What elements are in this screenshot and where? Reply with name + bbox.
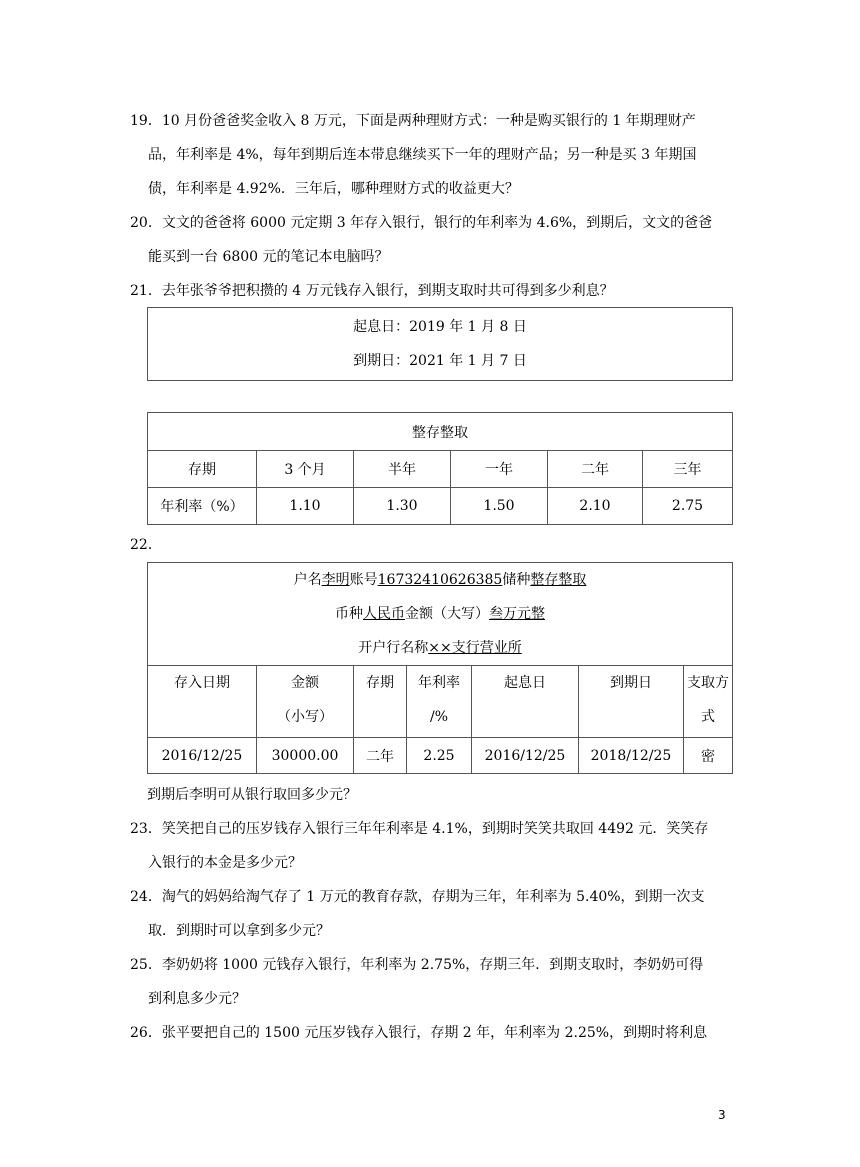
table-cell: 一年 [451,451,548,488]
question-21 [130,274,735,308]
question-text: 债，年利率是 4.92%．三年后，哪种理财方式的收益更大？ [148,181,519,197]
table-cell: 2.75 [643,488,733,525]
table-row [148,666,733,738]
table-cell: 存期 [148,451,257,488]
table-row [148,451,733,488]
rate-table [147,412,733,525]
question-text: 品，年利率是 4%，每年到期后连本带息继续买下一年的理财产品；另一种是买 3 年期国 [148,147,697,163]
question-25 [130,948,735,1016]
question-text: 到期后李明可从银行取回多少元？ [147,787,357,803]
table-cell: 支取方 式 [684,666,733,738]
question-19 [130,104,735,206]
table-cell: 2018/12/25 [579,738,684,774]
table-cell: 起息日 [472,666,579,738]
question-text: 李奶奶将 1000 元钱存入银行，年利率为 2.75%，存期三年．到期支取时，李奶奶可得 [161,957,704,973]
rate-table-title: 整存整取 [148,413,733,451]
question-24 [130,880,735,948]
table-cell: 二年 [354,738,407,774]
deposit-date-box [147,307,733,381]
start-date: 起息日：2019 年 1 月 8 日 [353,319,527,335]
table-cell: 30000.00 [257,738,354,774]
table-cell: 金额 （小写） [257,666,354,738]
question-number: 23． [130,821,162,837]
deposit-slip-header: 户名李明账号16732410626385储种整存整取 币种人民币金额（大写）叁万元整 开户行名称××支行营业所 [148,563,733,666]
question-text: 笑笑把自己的压岁钱存入银行三年年利率是 4.1%，到期时笑笑共取回 4492 元．笑笑存 [161,821,709,837]
table-cell: 2.25 [407,738,472,774]
table-cell: 存期 [354,666,407,738]
question-text: 能买到一台 6800 元的笔记本电脑吗？ [148,249,389,265]
question-number: 26． [130,1025,162,1041]
table-cell: 存入日期 [148,666,257,738]
question-text: 去年张爷爷把积攒的 4 万元钱存入银行，到期支取时共可得到多少利息？ [161,283,614,299]
end-date: 到期日：2021 年 1 月 7 日 [353,353,527,369]
table-row [148,738,733,774]
question-text: 到利息多少元？ [148,991,246,1007]
question-20 [130,206,735,274]
table-cell: 半年 [354,451,451,488]
question-number: 19． [130,113,162,129]
table-cell: 1.30 [354,488,451,525]
table-cell: 2016/12/25 [148,738,257,774]
question-number: 24． [130,889,162,905]
account-number: 16732410626385 [377,572,503,588]
question-22-text [147,778,752,812]
table-cell: 年利率 /% [407,666,472,738]
table-cell: 密 [684,738,733,774]
deposit-slip-table [147,562,733,774]
question-22 [130,528,735,562]
table-cell: 1.50 [451,488,548,525]
table-cell: 3 个月 [257,451,354,488]
deposit-type: 整存整取 [530,572,587,588]
question-text: 入银行的本金是多少元？ [148,855,302,871]
table-cell: 2016/12/25 [472,738,579,774]
question-text: 文文的爸爸将 6000 元定期 3 年存入银行，银行的年利率为 4.6%，到期后，文文的爸爸 [161,215,713,231]
table-cell: 1.10 [257,488,354,525]
page-number: 3 [718,1108,726,1122]
question-number: 21． [130,283,162,299]
question-text: 10 月份爸爸奖金收入 8 万元，下面是两种理财方式：一种是购买银行的 1 年期理财产 [161,113,696,129]
question-23 [130,812,735,880]
table-cell: 年利率（%） [148,488,257,525]
amount-upper: 叁万元整 [489,606,545,622]
account-name: 李明 [321,572,350,588]
table-cell: 2.10 [548,488,643,525]
question-number: 22． [130,537,162,553]
currency: 人民币 [363,606,405,622]
question-text: 取．到期时可以拿到多少元？ [148,923,330,939]
table-cell: 三年 [643,451,733,488]
table-cell: 二年 [548,451,643,488]
bank-name: ××支行营业所 [428,640,522,656]
question-text: 淘气的妈妈给淘气存了 1 万元的教育存款，存期为三年，年利率为 5.40%，到期一次支 [161,889,705,905]
question-26 [130,1016,735,1050]
table-row [148,488,733,525]
question-number: 25． [130,957,162,973]
question-text: 张平要把自己的 1500 元压岁钱存入银行，存期 2 年，年利率为 2.25%，到期时将利息 [161,1025,708,1041]
question-number: 20． [130,215,162,231]
table-cell: 到期日 [579,666,684,738]
